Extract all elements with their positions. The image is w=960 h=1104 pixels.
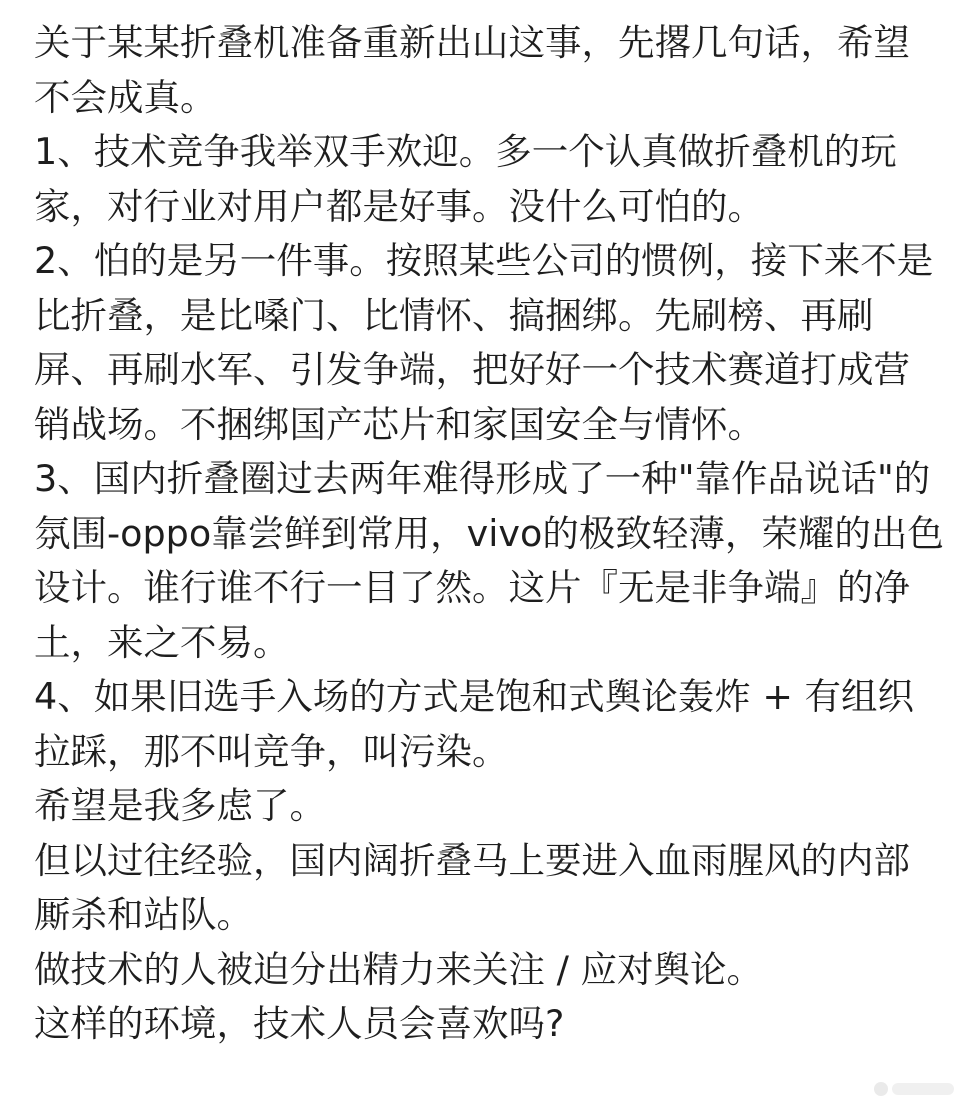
post-paragraph-experience: 但以过往经验，国内阔折叠马上要进入血雨腥风的内部厮杀和站队。 — [34, 838, 910, 936]
post-paragraph-point-4: 4、如果旧选手入场的方式是饱和式舆论轰炸 + 有组织拉踩，那不叫竞争，叫污染。 — [34, 675, 915, 773]
post-body — [34, 16, 944, 1052]
watermark — [866, 1078, 954, 1100]
watermark-mark — [892, 1083, 954, 1095]
post-paragraph-intro: 关于某某折叠机准备重新出山这事，先撂几句话，希望不会成真。 — [34, 21, 910, 119]
post-paragraph-point-2: 2、怕的是另一件事。按照某些公司的惯例，接下来不是比折叠，是比嗓门、比情怀、搞捆绑。先刷榜、再刷屏、再刷水军、引发争端，把好好一个技术赛道打成营销战场。不捆绑国产芯片和家国安全与情怀。 — [34, 239, 934, 446]
post-paragraph-distraction: 做技术的人被迫分出精力来关注 / 应对舆论。 — [34, 947, 764, 991]
watermark-logo-icon — [874, 1082, 888, 1096]
post-paragraph-hope: 希望是我多虑了。 — [34, 784, 326, 827]
post-paragraph-point-3: 3、国内折叠圈过去两年难得形成了一种"靠作品说话"的氛围-oppo靠尝鲜到常用，vivo的极致轻薄，荣耀的出色设计。谁行谁不行一目了然。这片『无是非争端』的净土，来之不易。 — [34, 457, 944, 664]
post-paragraph-point-1: 1、技术竞争我举双手欢迎。多一个认真做折叠机的玩家，对行业对用户都是好事。没什么可怕的。 — [34, 130, 897, 228]
post-paragraph-question: 这样的环境，技术人员会喜欢吗? — [34, 1002, 565, 1045]
